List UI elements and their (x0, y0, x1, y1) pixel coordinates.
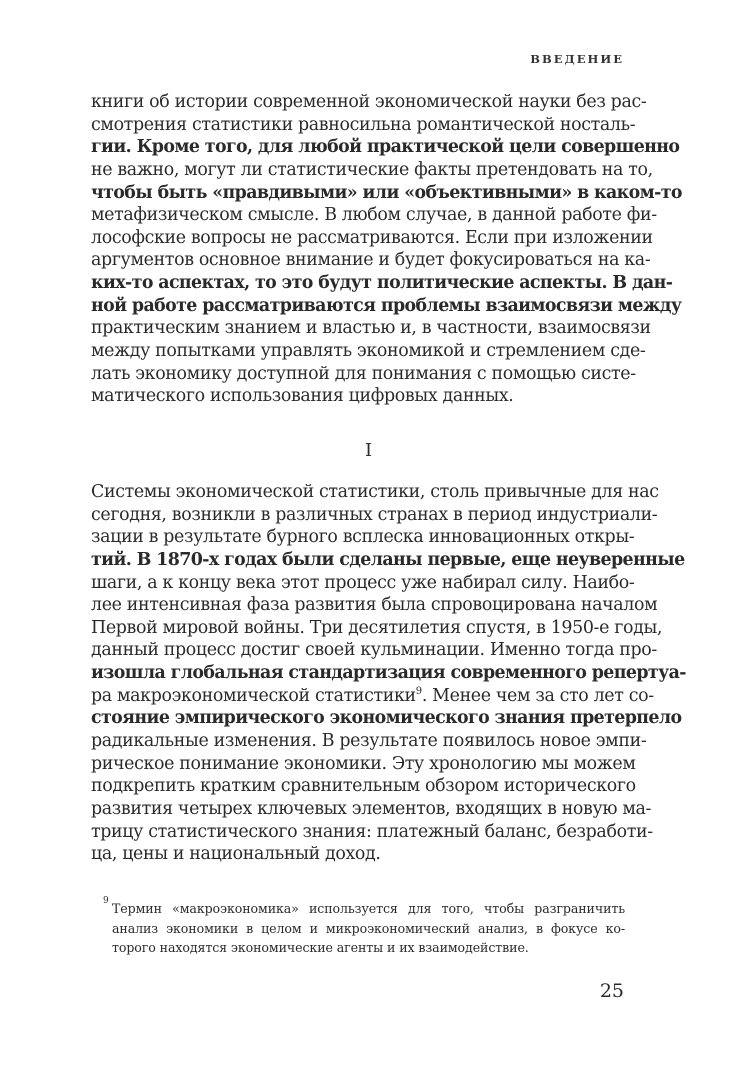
text-line: рическое понимание экономики. Эту хронологию мы можем (91, 753, 636, 774)
text-line: лософские вопросы не рассматриваются. Если при изложении (91, 227, 653, 248)
text-line: ких-то аспектах, то это будут политические аспекты. В дан- (91, 273, 673, 294)
footnote-line: торого находятся экономические агенты и их взаимодействие. (112, 940, 529, 955)
text-line: аргументов основное внимание и будет фокусироваться на ка- (91, 250, 651, 271)
text-line: практическим знанием и властью и, в частности, взаимосвязи (91, 318, 651, 339)
text-line: тий. В 1870-х годах были сделаны первые, еще неуверенные (91, 549, 685, 570)
text-line: развития четырех ключевых элементов, входящих в новую ма- (91, 798, 652, 819)
text-line: гии. Кроме того, для любой практической цели совершенно (91, 137, 680, 158)
paragraph-1 (91, 91, 682, 408)
text-line: подкрепить кратким сравнительным обзором исторического (91, 776, 636, 797)
page-number: 25 (599, 980, 624, 1002)
paragraph-2 (91, 481, 686, 866)
text-line: ца, цены и национальный доход. (91, 844, 381, 865)
footnote (103, 896, 625, 958)
section-numeral: I (364, 440, 373, 461)
footnote-reference[interactable]: 9 (415, 685, 422, 697)
footnote-line: Термин «макроэкономика» используется для того, чтобы разграничить (112, 901, 625, 916)
text-line: между попытками управлять экономикой и стремлением сде- (91, 341, 646, 362)
text-line: книги об истории современной экономической науки без рас- (91, 92, 647, 112)
text-line: Первой мировой войны. Три десятилетия спустя, в 1950-е годы, (91, 617, 663, 638)
footnote-line: анализ экономики в целом и микроэкономический анализ, в фокусе ко- (112, 920, 625, 936)
footnote-mark: 9 (103, 896, 109, 906)
text-line: шаги, а к концу века этот процесс уже набирал силу. Наибо- (91, 572, 635, 593)
text-line: радикальные изменения. В результате появилось новое эмпи- (91, 731, 647, 752)
text-line: лее интенсивная фаза развития была спровоцирована началом (91, 595, 658, 616)
text-line: данный процесс достиг своей кульминации. Именно тогда про- (91, 640, 657, 661)
text-line: чтобы быть «правдивыми» или «объективными» в каком-то (91, 182, 682, 203)
text-line (91, 685, 654, 708)
text-line: Системы экономической статистики, столь привычные для нас (91, 482, 659, 502)
text-line: сегодня, возникли в различных странах в период индустриали- (91, 504, 658, 525)
text-line: смотрения статистики равносильна романтической носталь- (91, 114, 636, 135)
text-line: стояние эмпирического экономического знания претерпело (91, 708, 682, 729)
text-line: матического использования цифровых данных. (91, 386, 514, 407)
text-line: метафизическом смысле. В любом случае, в данной работе фи- (91, 205, 657, 226)
text-line: изошла глобальная стандартизация современного репертуа- (91, 663, 686, 684)
running-head: ВВЕДЕНИЕ (530, 52, 624, 66)
text-line: ной работе рассматриваются проблемы взаимосвязи между (91, 295, 682, 316)
text-line: трицу статистического знания: платежный баланс, безработи- (91, 821, 653, 842)
text-line: не важно, могут ли статистические факты претендовать на то, (91, 159, 653, 180)
text-fragment: ра макроэкономической статистики (91, 685, 416, 706)
text-fragment: . Менее чем за сто лет со- (421, 685, 654, 706)
text-line: зации в результате бурного всплеска инновационных откры- (91, 527, 635, 548)
text-line: лать экономику доступной для понимания с помощью систе- (91, 363, 636, 384)
